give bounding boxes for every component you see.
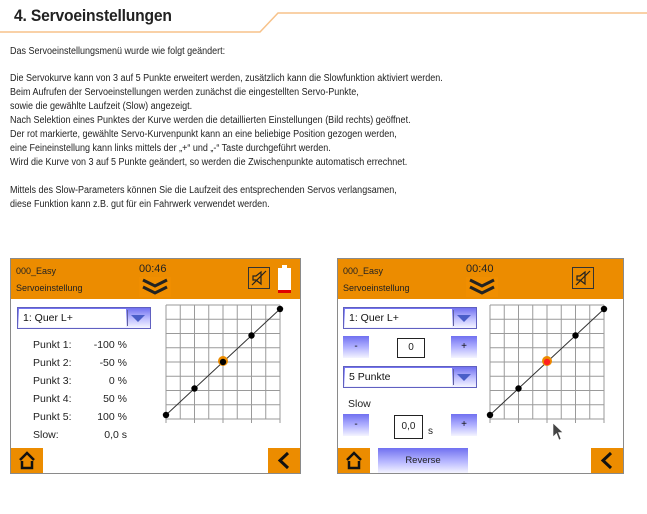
servo-overview-screen: 000_Easy Servoeinstellung 00:46 1: Quer L+ Punkt 1: -100 % Punkt 2: -50 % Punkt 3: 0 % Punkt 4: 50 % Punkt 5: 100 % Slow: 0,0 s [10,258,301,474]
speaker-muted-icon[interactable] [572,267,594,289]
chevron-double-down-icon[interactable] [139,277,171,297]
battery-low-icon [278,265,291,293]
curve-point[interactable] [248,332,254,338]
paragraph-line: sowie die gewählte Laufzeit (Slow) angezeigt. [10,101,193,112]
intro-text: Das Servoeinstellungsmenü wurde wie folgt geändert: [10,46,226,57]
paragraph-line: Der rot markierte, gewählte Servo-Kurvenpunkt kann an eine beliebige Position gezogen werden, [10,129,397,140]
page-title: 4. Servoeinstellungen [14,6,172,25]
curve-point[interactable] [163,412,169,418]
servo-select-dropdown[interactable] [343,307,477,329]
paragraph-line: Mittels des Slow-Parameters können Sie die Laufzeit des entsprechenden Servos verlangsamen, [10,185,397,196]
chevron-down-icon [131,315,145,322]
servo-detail-screen [337,258,624,474]
points-count-dropdown[interactable] [343,366,477,388]
screen-header [338,259,623,299]
point-value-field[interactable]: 0 [397,338,425,358]
chevron-double-down-icon[interactable] [466,277,498,297]
chevron-down-icon [457,315,471,322]
paragraph-line: eine Feineinstellung kann links mittels der „+“ und „-“ Taste durchgeführt werden. [10,143,331,154]
curve-point[interactable] [544,359,550,365]
paragraph-line: Die Servokurve kann von 3 auf 5 Punkte erweitert werden, zusätzlich kann die Slowfunktion aktiviert werden. [10,73,443,84]
timer: 00:40 [466,263,494,275]
slow-value-field[interactable]: 0,0 [394,415,423,439]
mouse-cursor-icon [552,422,566,442]
point-minus-button[interactable]: - [343,336,369,358]
paragraph-line: Beim Aufrufen der Servoeinstellungen werden zunächst die eingestellten Servo-Punkte, [10,87,359,98]
servo-curve-graph[interactable] [161,301,291,431]
curve-point[interactable] [220,359,226,365]
servo-select-value: 1: Quer L+ [349,312,399,324]
screen-header [11,259,300,299]
curve-point[interactable] [277,306,283,312]
servo-select-dropdown[interactable] [17,307,151,329]
points-count-value: 5 Punkte [349,371,391,383]
servo-curve-graph[interactable] [485,301,615,431]
paragraph-line: Wird die Kurve von 3 auf 5 Punkte geändert, so werden die Zwischenpunkte automatisch errechnet. [10,157,408,168]
slow-label: Slow [348,398,371,410]
paragraph-line: Nach Selektion eines Punktes der Kurve werden die detaillierten Einstellungen (Bild rechts) geöffnet. [10,115,411,126]
slow-unit: s [428,426,433,437]
speaker-muted-icon[interactable] [248,267,270,289]
model-name: 000_Easy [343,266,384,276]
curve-point[interactable] [572,332,578,338]
home-button[interactable] [11,448,43,473]
curve-point[interactable] [601,306,607,312]
point-plus-button[interactable]: + [451,336,477,358]
servo-select-value: 1: Quer L+ [23,312,73,324]
chevron-down-icon [457,374,471,381]
slow-minus-button[interactable]: - [343,414,369,436]
timer: 00:46 [139,263,167,275]
home-button[interactable] [338,448,370,473]
menu-name: Servoeinstellung [16,283,83,293]
back-button[interactable] [268,448,300,473]
curve-point[interactable] [515,385,521,391]
curve-point[interactable] [487,412,493,418]
paragraph-line: diese Funktion kann z.B. gut für ein Fahrwerk verwendet werden. [10,199,270,210]
model-name: 000_Easy [16,266,57,276]
curve-point[interactable] [191,385,197,391]
reverse-button[interactable]: Reverse [378,448,468,473]
slow-plus-button[interactable]: + [451,414,477,436]
menu-name: Servoeinstellung [343,283,410,293]
back-button[interactable] [591,448,623,473]
